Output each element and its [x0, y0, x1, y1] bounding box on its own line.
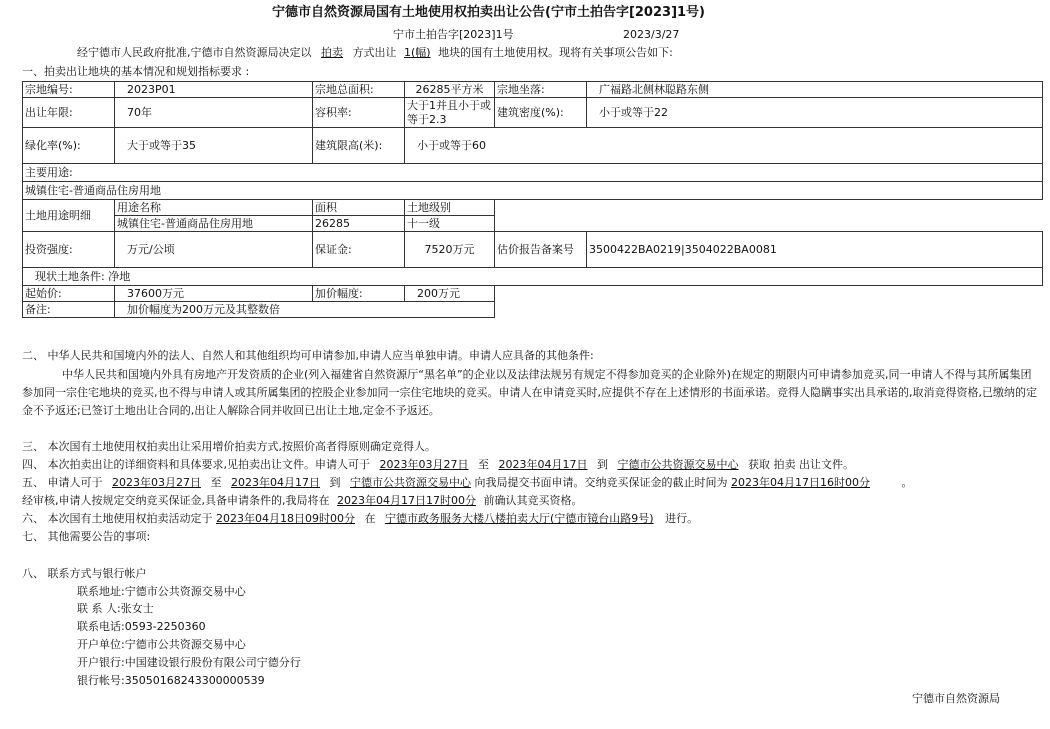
main-use-value: 城镇住宅-普通商品住房用地	[23, 182, 1043, 200]
deposit-value: 7520万元	[405, 232, 495, 268]
s6-text-a: 六、 本次国有土地使用权拍卖活动定于	[22, 512, 213, 525]
intro-count: 1(幅)	[404, 46, 431, 59]
section-4	[22, 457, 854, 472]
appraisal-label: 估价报告备案号	[495, 232, 587, 268]
s4-place: 宁德市公共资源交易中心	[617, 458, 739, 471]
s5-confirm-time: 2023年04月17日17时00分	[337, 494, 476, 507]
s4-to: 至	[478, 458, 489, 471]
intro-text-a: 经宁德市人民政府批准,宁德市自然资源局决定以	[77, 46, 312, 59]
density-value: 小于或等于22	[587, 98, 1043, 128]
s4-text-a: 四、 本次拍卖出让的详细资料和具体要求,见拍卖出让文件。申请人可于	[22, 458, 370, 471]
use-area-value: 26285	[313, 216, 405, 232]
section-5	[22, 475, 912, 490]
s4-start-date: 2023年03月27日	[379, 458, 469, 471]
contact-address: 联系地址:宁德市公共资源交易中心	[77, 585, 246, 598]
intro-method: 拍卖	[321, 46, 343, 59]
s5-to: 至	[210, 476, 222, 489]
s5-deadline: 2023年04月17日16时00分	[731, 476, 870, 489]
s5-dot: 。	[901, 476, 913, 489]
account-unit: 开户单位:宁德市公共资源交易中心	[77, 638, 246, 651]
section-1-title: 一、拍卖出让地块的基本情况和规划指标要求 :	[22, 65, 250, 78]
s5-place: 宁德市公共资源交易中心	[350, 476, 471, 489]
section-3: 三、 本次国有土地使用权拍卖出让采用增价拍卖方式,按照价高者得原则确定竞得人。	[22, 440, 436, 453]
doc-date: 2023/3/27	[623, 28, 680, 41]
note-label: 备注:	[23, 302, 115, 318]
s4-text-b: 获取 拍卖 出让文件。	[748, 458, 854, 471]
intro-text-b: 方式出让	[352, 46, 397, 59]
term-value: 70年	[115, 98, 313, 128]
intro-line	[77, 45, 673, 60]
land-condition: 现状土地条件: 净地	[23, 268, 1043, 286]
contact-phone: 联系电话:0593-2250360	[77, 620, 206, 633]
height-value: 小于或等于60	[405, 128, 1043, 164]
s5-line2-b: 前确认其竞买资格。	[483, 494, 583, 507]
height-label: 建筑限高(米):	[313, 128, 405, 164]
use-detail-label: 土地用途明细	[23, 200, 115, 232]
start-price-label: 起始价:	[23, 286, 115, 302]
section-2-body: 中华人民共和国境内外具有房地产开发资质的企业(列入福建省自然资源厅“黑名单”的企业以及法律法规另有规定不得参加竞买的企业除外)在规定的期限内可申请参加竞买,同一申请人不得与其所属集团参加同一宗住宅地块的竞买,也不得与申请人或其所属集团的控股企业参加同一宗住宅地块的竞买。申请人在申请竞买时,应提供不存在上述情形的书面承诺。竞得人隐瞒事实出具承诺的,取消竞得资格,已缴纳的定金不予返还;已签订土地出让合同的,出让人解除合同并收回已出让土地,定金不予返还。	[22, 368, 1037, 417]
main-use-label: 主要用途:	[23, 164, 1043, 182]
appraisal-value: 3500422BA0219|3504022BA0081	[587, 232, 1043, 268]
section-6	[22, 511, 698, 526]
s6-place: 宁德市政务服务大楼八楼拍卖大厅(宁德市镜台山路9号)	[384, 512, 654, 525]
section-7: 七、 其他需要公告的事项:	[22, 530, 151, 543]
s4-at: 到	[597, 458, 608, 471]
bank-name: 开户银行:中国建设银行股份有限公司宁德分行	[77, 656, 301, 669]
parcel-no-label: 宗地编号:	[23, 82, 115, 98]
s5-at: 到	[329, 476, 341, 489]
start-price-value: 37600万元	[115, 286, 313, 302]
use-area-header: 面积	[313, 200, 405, 216]
s5-line2-a: 经审核,申请人按规定交纳竞买保证金,具备申请条件的,我局将在	[22, 494, 330, 507]
use-grade-value: 十一级	[405, 216, 495, 232]
bank-account-number: 银行帐号:35050168243300000539	[77, 674, 265, 687]
section-5-line-2	[22, 493, 582, 508]
green-label: 绿化率(%):	[23, 128, 115, 164]
far-value: 大于1并且小于或等于2.3	[405, 98, 495, 128]
section-8-title: 八、 联系方式与银行帐户	[22, 567, 147, 580]
far-label: 容积率:	[313, 98, 405, 128]
s6-at: 在	[364, 512, 376, 525]
s6-time: 2023年04月18日09时00分	[216, 512, 355, 525]
s4-end-date: 2023年04月17日	[498, 458, 588, 471]
location-label: 宗地坐落:	[495, 82, 587, 98]
page-title: 宁德市自然资源局国有土地使用权拍卖出让公告(宁市土拍告字[2023]1号)	[272, 5, 705, 20]
parcel-info-table	[22, 81, 1043, 318]
intro-text-c: 地块的国有土地使用权。现将有关事项公告如下:	[438, 46, 673, 59]
green-value: 大于或等于35	[115, 128, 313, 164]
term-label: 出让年限:	[23, 98, 115, 128]
use-name-header: 用途名称	[115, 200, 313, 216]
contact-person: 联 系 人:张女士	[77, 602, 154, 615]
s5-end-date: 2023年04月17日	[231, 476, 320, 489]
increment-value: 200万元	[405, 286, 495, 302]
use-grade-header: 土地级别	[405, 200, 495, 216]
location-value: 广福路北侧林聪路东侧	[587, 82, 1043, 98]
s5-start-date: 2023年03月27日	[112, 476, 201, 489]
area-value: 26285平方米	[405, 82, 495, 98]
invest-label: 投资强度:	[23, 232, 115, 268]
increment-label: 加价幅度:	[313, 286, 405, 302]
signature: 宁德市自然资源局	[912, 692, 1000, 705]
area-label: 宗地总面积:	[313, 82, 405, 98]
density-label: 建筑密度(%):	[495, 98, 587, 128]
use-name-value: 城镇住宅-普通商品住房用地	[115, 216, 313, 232]
s6-text-b: 进行。	[665, 512, 699, 525]
note-value: 加价幅度为200万元及其整数倍	[115, 302, 495, 318]
deposit-label: 保证金:	[313, 232, 405, 268]
s5-text-a: 五、 申请人可于	[22, 476, 103, 489]
s5-text-b: 向我局提交书面申请。交纳竞买保证金的截止时间为	[474, 476, 728, 489]
section-2-title: 二、 中华人民共和国境内外的法人、自然人和其他组织均可申请参加,申请人应当单独申请。申请人应具备的其他条件:	[22, 349, 594, 362]
doc-number: 宁市土拍告字[2023]1号	[393, 28, 514, 41]
parcel-no-value: 2023P01	[115, 82, 313, 98]
invest-value: 万元/公顷	[115, 232, 313, 268]
